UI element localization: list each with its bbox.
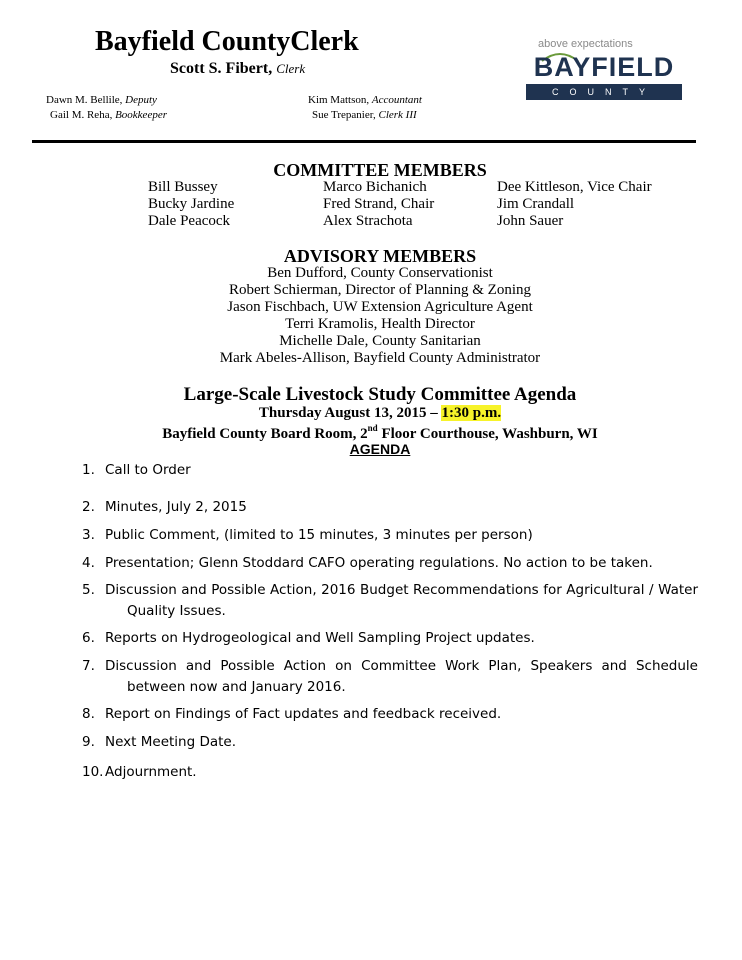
clerk-role: Clerk xyxy=(276,61,306,76)
agenda-item-text: Public Comment, (limited to 15 minutes, 3 minutes per person) xyxy=(105,527,533,543)
agenda-item xyxy=(82,497,698,518)
committee-heading: COMMITTEE MEMBERS xyxy=(273,160,487,180)
agenda-item-number: 8. xyxy=(82,706,95,722)
agenda-item-text: Adjournment. xyxy=(105,764,197,780)
logo-wordmark: BAYFIELD xyxy=(533,52,675,82)
staff-name: Dawn M. Bellile, xyxy=(46,94,123,106)
logo-band: COUNTY xyxy=(526,84,682,100)
agenda-item xyxy=(82,762,698,783)
agenda-item xyxy=(82,656,698,698)
agenda-item-text: Discussion and Possible Action, 2016 Budget Recommendations for Agricultural / Water Quality Issues. xyxy=(105,582,698,619)
agenda-label: AGENDA xyxy=(349,441,411,457)
page-title: Bayfield CountyClerk xyxy=(95,26,359,57)
meeting-title: Large-Scale Livestock Study Committee Agenda xyxy=(183,384,577,405)
agenda-item-text: Discussion and Possible Action on Committee Work Plan, Speakers and Schedule between now and January 2016. xyxy=(105,658,698,695)
agenda-item-text: Reports on Hydrogeological and Well Sampling Project updates. xyxy=(105,630,535,646)
agenda-item-number: 10. xyxy=(82,764,104,780)
agenda-item-number: 9. xyxy=(82,734,95,750)
agenda-item-text: Next Meeting Date. xyxy=(105,734,237,750)
logo-tagline: above expectations xyxy=(538,38,633,50)
clerk-line xyxy=(170,60,305,78)
meeting-location xyxy=(0,423,742,443)
header-divider xyxy=(32,140,696,143)
agenda-item-number: 5. xyxy=(82,582,95,598)
agenda-item-number: 7. xyxy=(82,658,95,674)
staff-name: Sue Trepanier, xyxy=(312,109,376,121)
agenda-item-number: 6. xyxy=(82,630,95,646)
agenda-item xyxy=(82,525,698,546)
agenda-item-number: 1. xyxy=(82,462,95,478)
advisory-heading: ADVISORY MEMBERS xyxy=(283,246,477,266)
committee-member: Bill Bussey xyxy=(148,179,218,195)
staff-accountant xyxy=(308,94,422,106)
agenda-item xyxy=(82,553,698,574)
bayfield-county-logo xyxy=(526,38,682,102)
agenda-item-text: Report on Findings of Fact updates and feedback received. xyxy=(105,706,502,722)
agenda-item xyxy=(82,628,698,649)
advisory-member: Ben Dufford, County Conservationist xyxy=(267,265,493,281)
staff-name: Gail M. Reha, xyxy=(50,109,113,121)
advisory-member: Robert Schierman, Director of Planning & Zoning xyxy=(228,282,532,298)
committee-member: John Sauer xyxy=(497,213,564,229)
advisory-member: Michelle Dale, County Sanitarian xyxy=(279,333,481,349)
meeting-date: Thursday August 13, 2015 – xyxy=(258,405,438,421)
committee-member: Marco Bichanich xyxy=(323,179,427,195)
agenda-item-number: 3. xyxy=(82,527,95,543)
committee-member: Fred Strand, Chair xyxy=(323,196,435,212)
committee-member: Jim Crandall xyxy=(497,196,575,212)
agenda-item-number: 4. xyxy=(82,555,95,571)
location-text: Bayfield County Board Room, 2 xyxy=(162,426,368,442)
agenda-item-number: 2. xyxy=(82,499,95,515)
advisory-member: Mark Abeles-Allison, Bayfield County Administrator xyxy=(219,350,541,366)
agenda-item xyxy=(82,732,698,753)
clerk-name: Scott S. Fibert, xyxy=(170,60,273,77)
advisory-member: Jason Fischbach, UW Extension Agriculture Agent xyxy=(227,299,533,315)
committee-member: Dee Kittleson, Vice Chair xyxy=(497,179,652,195)
staff-deputy xyxy=(46,94,157,106)
meeting-time: 1:30 p.m. xyxy=(441,405,502,421)
committee-member: Alex Strachota xyxy=(323,213,413,229)
agenda-item xyxy=(82,460,698,481)
staff-name: Kim Mattson, xyxy=(308,94,370,106)
committee-member: Bucky Jardine xyxy=(148,196,235,212)
agenda-item-text: Presentation; Glenn Stoddard CAFO operating regulations. No action to be taken. xyxy=(105,555,653,571)
staff-clerk-iii xyxy=(312,109,417,121)
meeting-datetime xyxy=(0,405,742,422)
committee-member: Dale Peacock xyxy=(148,213,231,229)
staff-role: Clerk III xyxy=(378,109,417,121)
agenda-item-text: Minutes, July 2, 2015 xyxy=(105,499,247,515)
staff-role: Accountant xyxy=(371,94,422,106)
agenda-item-text: Call to Order xyxy=(105,462,191,478)
location-text-rest: Floor Courthouse, Washburn, WI xyxy=(377,426,598,442)
staff-role: Bookkeeper xyxy=(115,109,167,121)
advisory-member: Terri Kramolis, Health Director xyxy=(285,316,475,332)
agenda-item xyxy=(82,704,698,725)
agenda-item xyxy=(82,580,698,622)
staff-bookkeeper xyxy=(50,109,167,121)
staff-role: Deputy xyxy=(125,94,157,106)
location-superscript: nd xyxy=(367,423,378,433)
